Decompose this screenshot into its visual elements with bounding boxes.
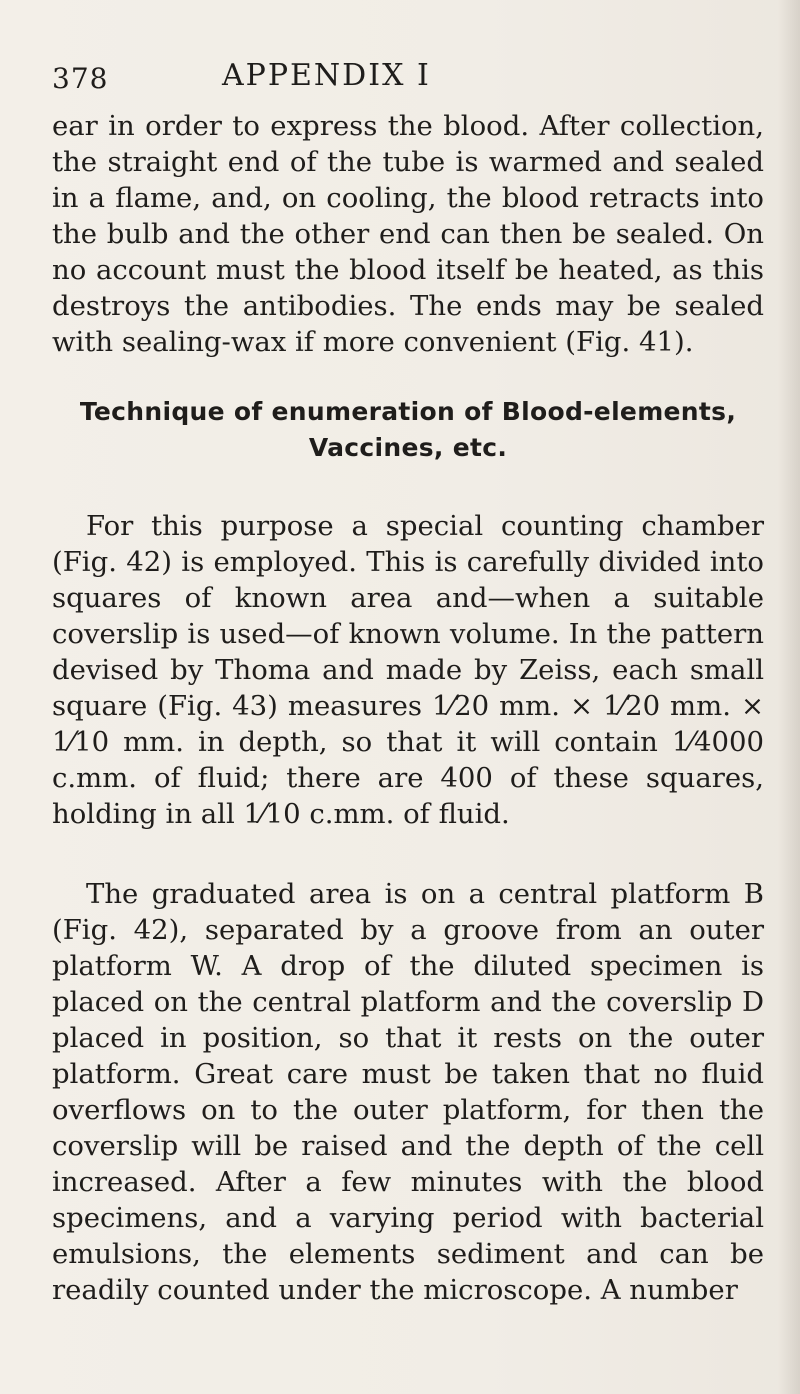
- page-edge-shadow: [778, 0, 800, 1394]
- running-head: APPENDIX I: [222, 58, 431, 93]
- section-heading: [52, 394, 764, 466]
- section-heading-line-1: Technique of enumeration of Blood-elements,: [79, 397, 737, 426]
- paragraph-graduated-area: The graduated area is on a central platform B (Fig. 42), separated by a groove from an outer platform W. A drop of the diluted specimen is placed on the central platform and the coverslip D placed in position, so that it rests on the outer platform. Great care must be taken that no fluid overflows on to the outer platform, for then the coverslip will be raised and the depth of the cell increased. After a few minutes with the blood specimens, and a varying period with bacterial emulsions, the elements sediment and can be readily counted under the microscope. A number: [52, 878, 764, 1306]
- page-header: [52, 58, 772, 98]
- page-number: 378: [52, 62, 109, 95]
- paragraph-blood-collection: ear in order to express the blood. After collection, the straight end of the tube is warmed and sealed in a flame, and, on cooling, the blood retracts into the bulb and the other end can then be sealed. On no account must the blood itself be heated, as this destroys the antibodies. The ends may be sealed with sealing-wax if more convenient (Fig. 41).: [52, 110, 764, 358]
- paragraph-counting-chamber: For this purpose a special counting chamber (Fig. 42) is employed. This is carefully divided into squares of known area and—when a suitable coverslip is used—of known volume. In the pattern devised by Thoma and made by Zeiss, each small square (Fig. 43) measures 1⁄20 mm. × 1⁄20 mm. × 1⁄10 mm. in depth, so that it will contain 1⁄4000 c.mm. of fluid; there are 400 of these squares, holding in all 1⁄10 c.mm. of fluid.: [52, 510, 764, 830]
- section-heading-line-2: Vaccines, etc.: [308, 433, 508, 462]
